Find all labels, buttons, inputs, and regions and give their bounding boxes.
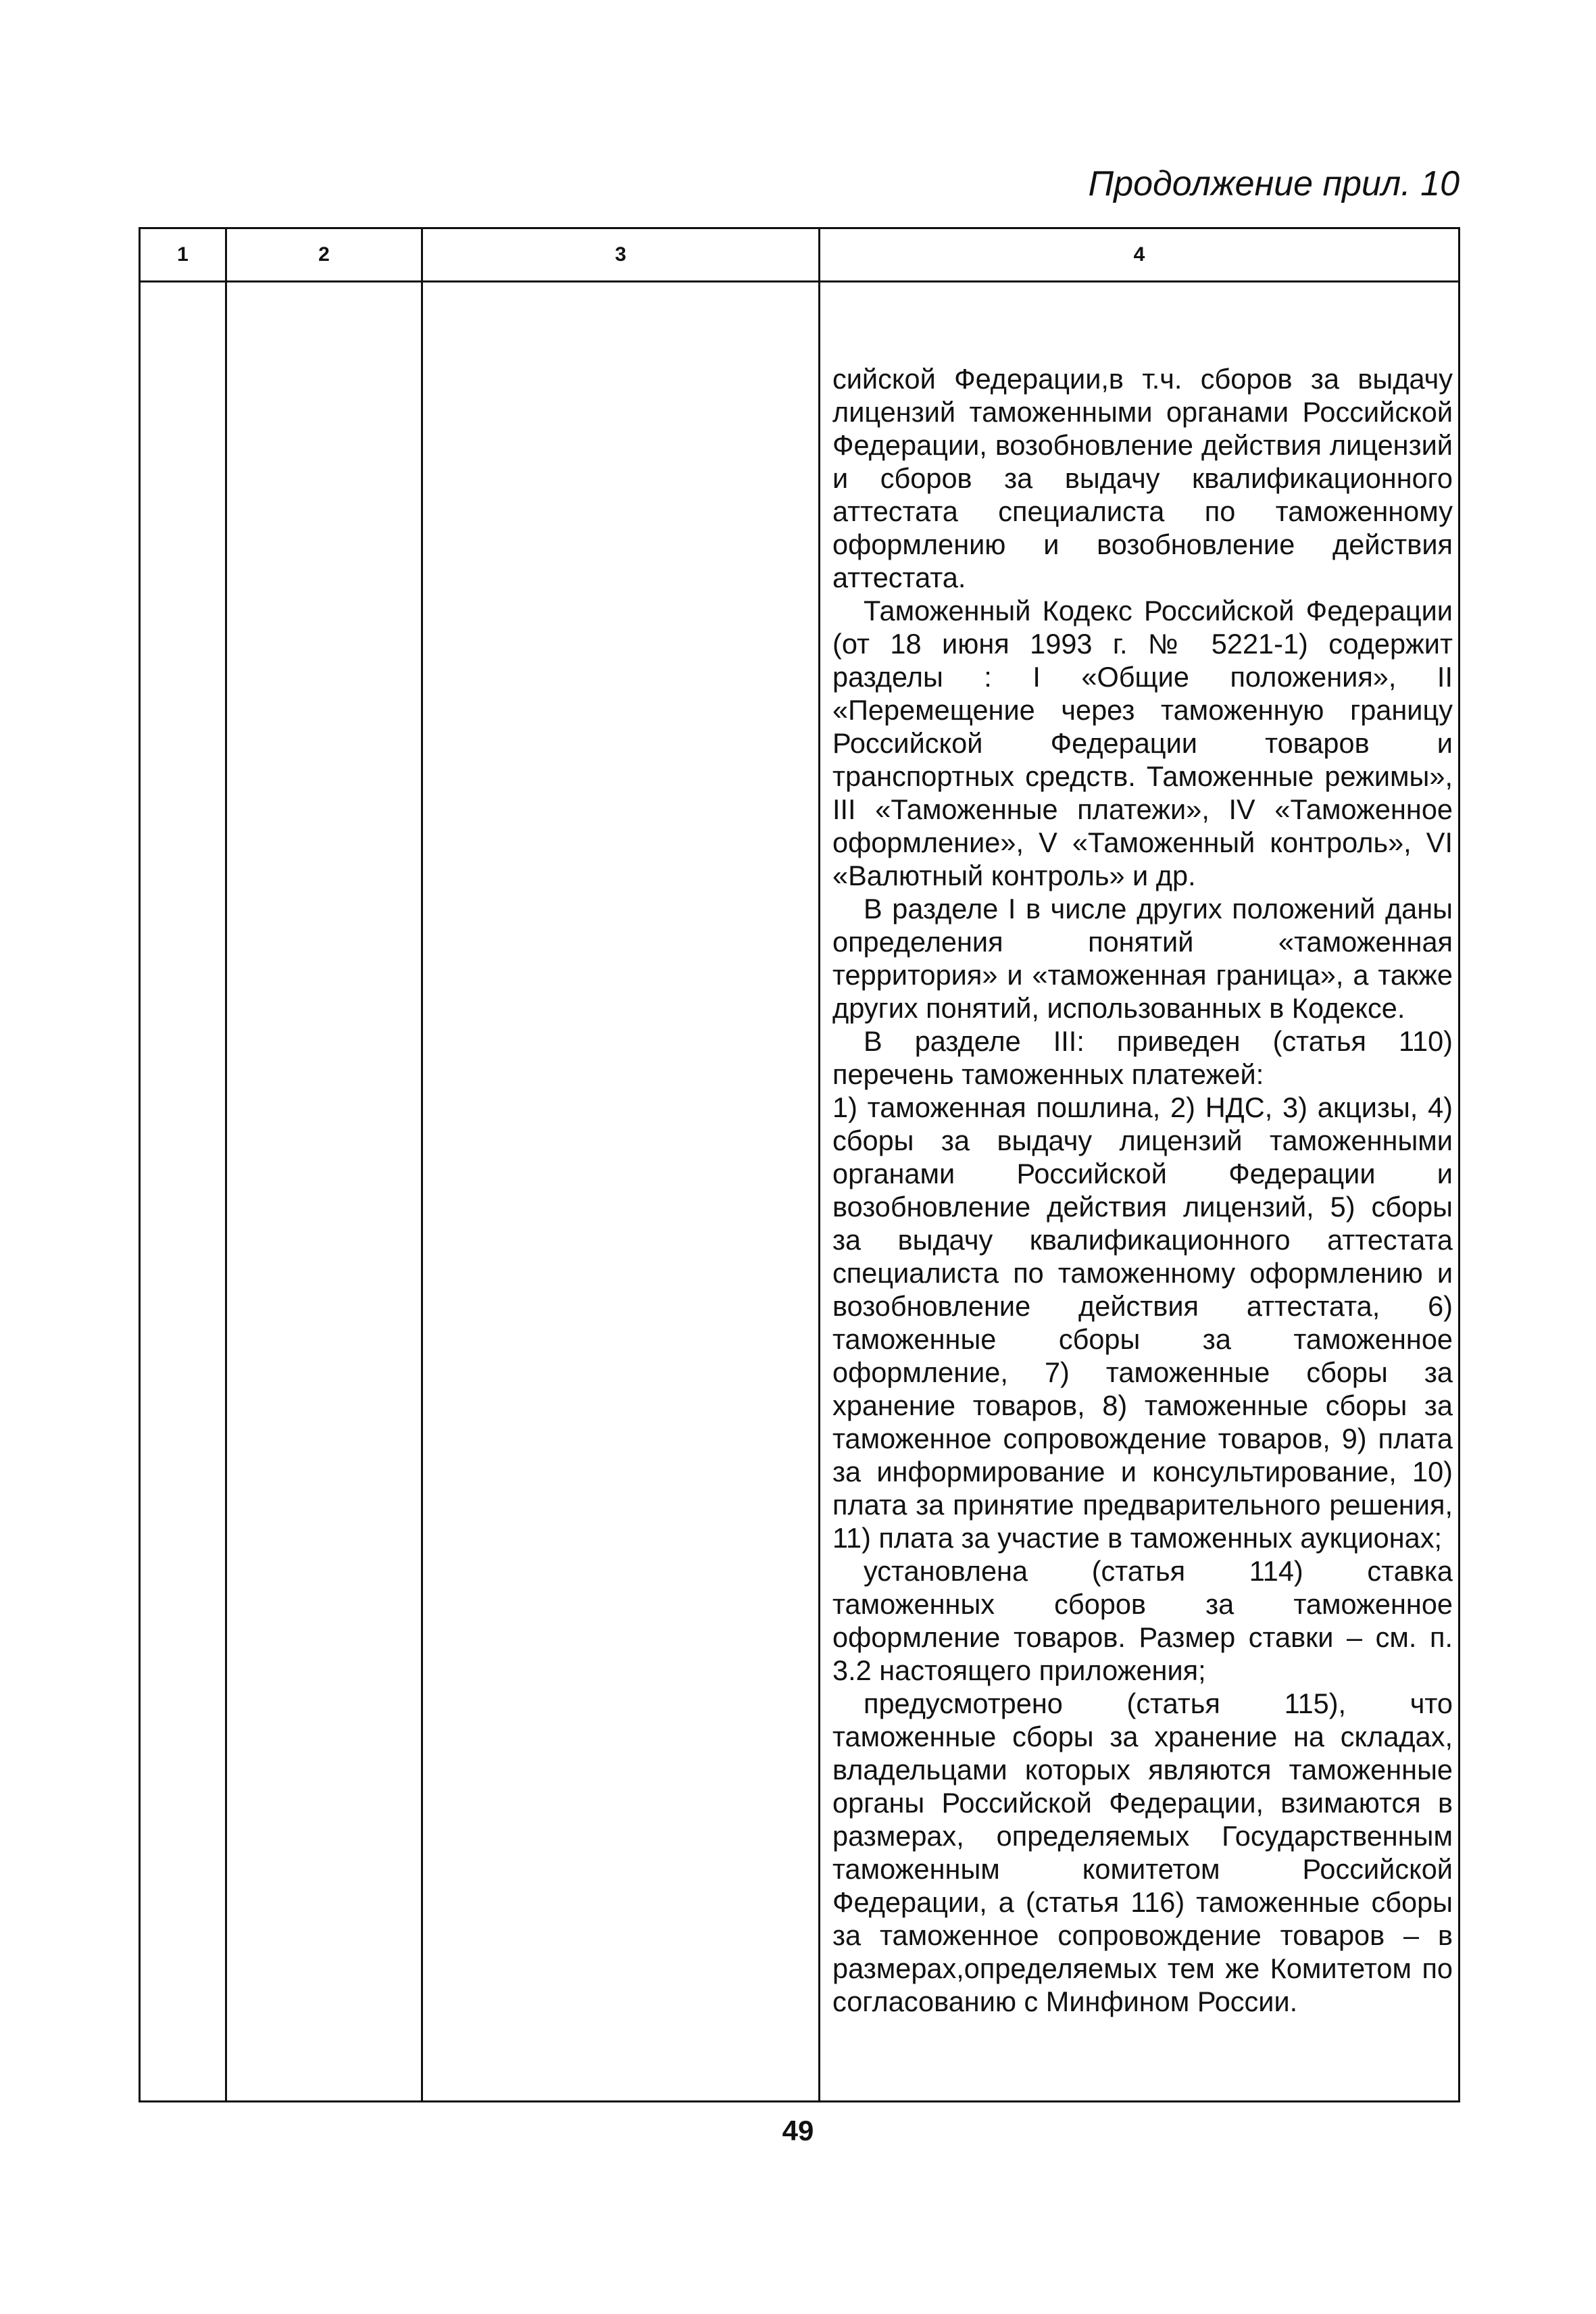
- table-row: [140, 282, 1460, 2102]
- paragraph-4: В разделе III: приведен (статья 110) перечень таможенных платежей:: [832, 1025, 1453, 1090]
- cell-col-1: [140, 282, 226, 2102]
- cell-col-2: [226, 282, 422, 2102]
- appendix-table: [139, 227, 1460, 2102]
- page-number: 49: [782, 2115, 814, 2146]
- column-header-3: 3: [422, 228, 820, 282]
- column-4-text: [820, 282, 1458, 2018]
- paragraph-5: 1) таможенная пошлина, 2) НДС, 3) акцизы, 4) сборы за выдачу лицензий таможенными органами Российской Федерации и возобновление действия лицензий, 5) сборы за выдачу квалификационного аттестата специалиста по таможенному оформлению и возобновление действия аттестата, 6) таможенные сборы за таможенное оформление, 7) таможенные сборы за хранение товаров, 8) таможенные сборы за таможенное сопровождение товаров, 9) плата за информирование и консультирование, 10) плата за принятие предварительного решения, 11) плата за участие в таможенных аукционах;: [832, 1091, 1453, 1554]
- column-header-2: 2: [226, 228, 422, 282]
- cell-col-3: [422, 282, 820, 2102]
- paragraph-7: предусмотрено (статья 115), что таможенные сборы за хранение на складах, владельцами которых являются таможенные органы Российской Федерации, взимаются в размерах, определяемых Государственным таможенным комитетом Российской Федерации, а (статья 116) таможенные сборы за таможенное сопровождение товаров – в размерах,определяемых тем же Комитетом по согласованию с Минфином России.: [832, 1688, 1453, 2017]
- paragraph-1: сийской Федерации,в т.ч. сборов за выдачу лицензий таможенными органами Российской Федерации, возобновление действия лицензий и сборов за выдачу квалификационного аттестата специалиста по таможенному оформлению и возобновление действия аттестата.: [832, 363, 1453, 593]
- column-header-4: 4: [820, 228, 1460, 282]
- paragraph-3: В разделе I в числе других положений даны определения понятий «таможенная территория» и «таможенная граница», а также других понятий, использованных в Кодексе.: [832, 893, 1453, 1024]
- column-header-1: 1: [140, 228, 226, 282]
- paragraph-6: установлена (статья 114) ставка таможенных сборов за таможенное оформление товаров. Размер ставки – см. п. 3.2 настоящего приложения;: [832, 1555, 1453, 1686]
- paragraph-2: Таможенный Кодекс Российской Федерации (от 18 июня 1993 г. № 5221-1) содержит разделы : I «Общие положения», II «Перемещение через таможенную границу Российской Федерации товаров и транспортных средств. Таможенные режимы», III «Таможенные платежи», IV «Таможенное оформление», V «Таможенный контроль», VI «Валютный контроль» и др.: [832, 595, 1453, 891]
- page-header: Продолжение прил. 10: [1088, 164, 1460, 203]
- cell-col-4: [820, 282, 1460, 2102]
- table-header-row: [140, 228, 1460, 282]
